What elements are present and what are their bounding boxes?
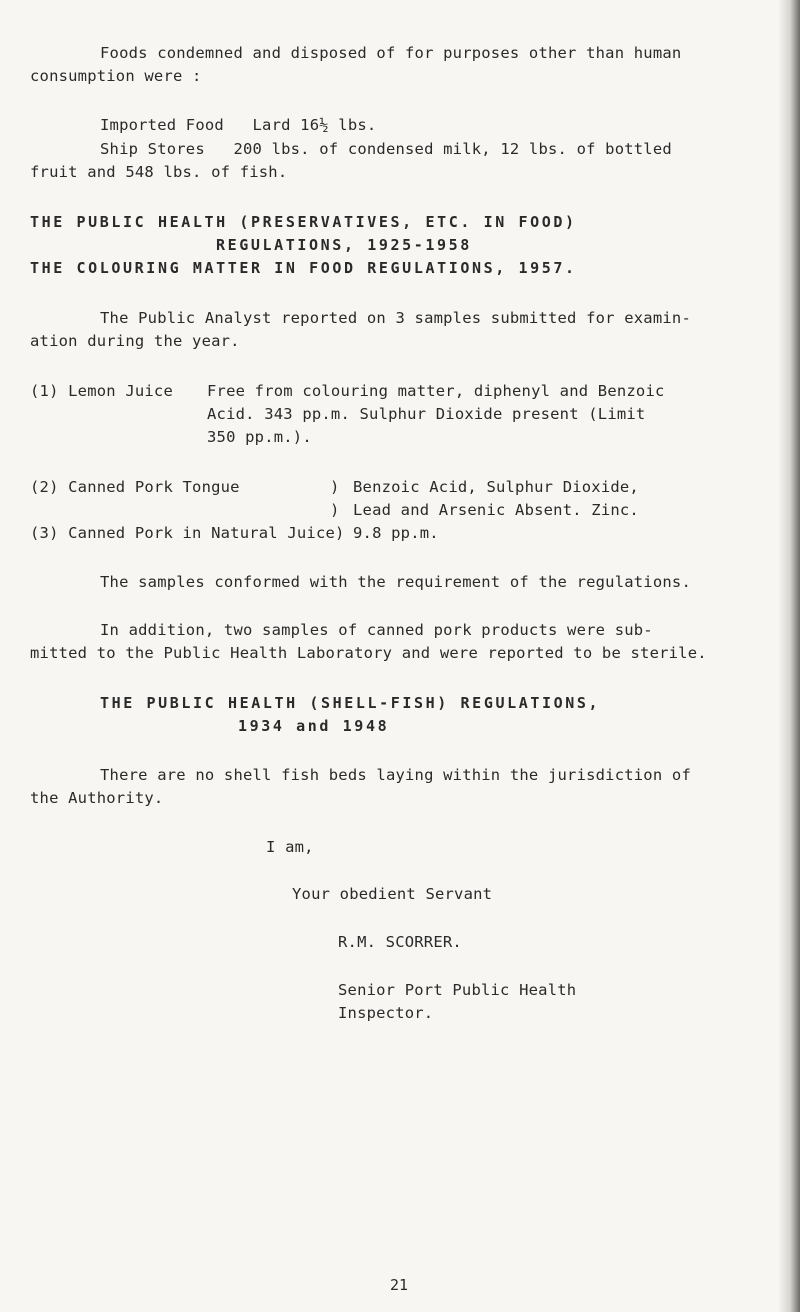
sample-2-name: (2) Canned Pork Tongue: [30, 478, 240, 496]
sample-1-result-2: Acid. 343 pp.m. Sulphur Dioxide present (Limit: [207, 405, 646, 423]
shellfish-line-1: There are no shell fish beds laying within the jurisdiction of: [100, 766, 691, 784]
sample-1-name: (1) Lemon Juice: [30, 382, 173, 400]
addition-line-1: In addition, two samples of canned pork products were sub-: [100, 621, 653, 639]
addition-line-2: mitted to the Public Health Laboratory and were reported to be sterile.: [30, 644, 707, 662]
colouring-heading: THE COLOURING MATTER IN FOOD REGULATIONS, 1957.: [30, 259, 577, 277]
preservatives-heading-2: REGULATIONS, 1925-1958: [216, 236, 472, 254]
sample-2-3-bracket: ): [330, 501, 340, 519]
conformed-line: The samples conformed with the requirement of the regulations.: [100, 573, 691, 591]
signatory-name: R.M. SCORRER.: [338, 933, 462, 951]
sample-3-name: (3) Canned Pork in Natural Juice): [30, 524, 345, 542]
sample-3-result: 9.8 pp.m.: [353, 524, 439, 542]
signatory-title-1: Senior Port Public Health: [338, 981, 577, 999]
signatory-title-2: Inspector.: [338, 1004, 434, 1022]
imported-food-line: Imported Food Lard 16½ lbs.: [100, 116, 377, 134]
sample-1-result-3: 350 pp.m.).: [207, 428, 312, 446]
page-edge-shadow: [778, 0, 800, 1312]
page-number: 21: [390, 1276, 409, 1294]
ship-stores-line-2: fruit and 548 lbs. of fish.: [30, 163, 288, 181]
analyst-line-2: ation during the year.: [30, 332, 240, 350]
intro-line-1: Foods condemned and disposed of for purposes other than human: [100, 44, 682, 62]
sample-2-3-result: Lead and Arsenic Absent. Zinc.: [353, 501, 639, 519]
sample-1-result-1: Free from colouring matter, diphenyl and Benzoic: [207, 382, 665, 400]
sample-2-bracket: ): [330, 478, 340, 496]
closing-servant: Your obedient Servant: [292, 885, 493, 903]
shellfish-heading-1: THE PUBLIC HEALTH (SHELL-FISH) REGULATIONS,: [100, 694, 601, 712]
preservatives-heading-1: THE PUBLIC HEALTH (PRESERVATIVES, ETC. IN FOOD): [30, 213, 577, 231]
closing-i-am: I am,: [266, 838, 314, 856]
sample-2-result: Benzoic Acid, Sulphur Dioxide,: [353, 478, 639, 496]
shellfish-line-2: the Authority.: [30, 789, 164, 807]
analyst-line-1: The Public Analyst reported on 3 samples submitted for examin-: [100, 309, 691, 327]
shellfish-heading-2: 1934 and 1948: [238, 717, 390, 735]
ship-stores-line-1: Ship Stores 200 lbs. of condensed milk, 12 lbs. of bottled: [100, 140, 672, 158]
intro-line-2: consumption were :: [30, 67, 202, 85]
